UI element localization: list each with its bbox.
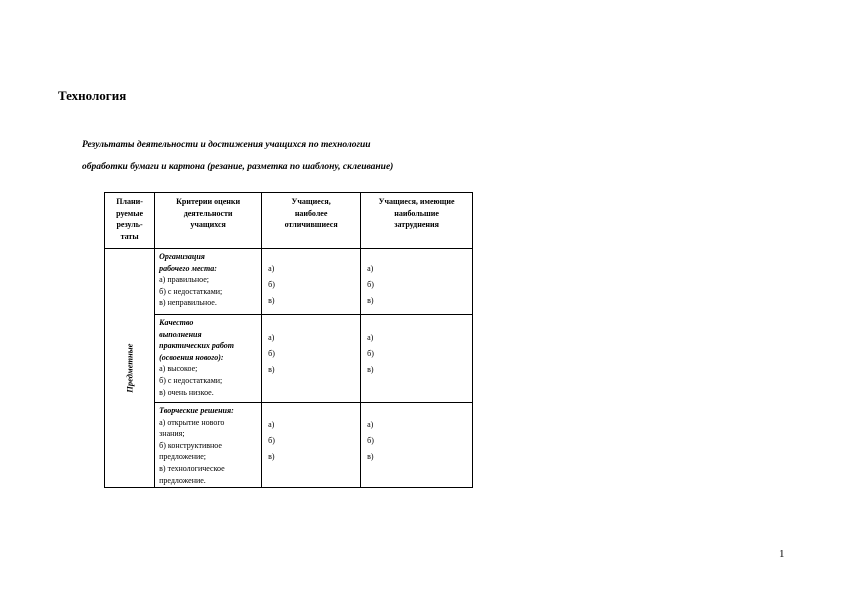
answers-struggling (361, 403, 473, 488)
answer-label: а) (367, 333, 374, 342)
criterion-title: Творческие решения: (159, 406, 234, 415)
answer-label: а) (268, 333, 275, 342)
table-row (105, 249, 473, 315)
answers-distinguished (262, 249, 361, 315)
criterion-title: рабочего места: (159, 263, 217, 273)
criterion-option: б) с недостатками; (159, 375, 223, 385)
header-text: деятельности (183, 208, 233, 218)
header-text: Критерии оценки (176, 197, 241, 206)
criterion-title: выполнения (159, 329, 202, 339)
criterion-title: Качество (159, 318, 194, 327)
criterion-quality (155, 315, 262, 403)
answer-label: в) (367, 365, 374, 374)
answer-label: б) (367, 280, 374, 289)
row-label-subject: Предметные (124, 343, 135, 393)
subtitle-line-1: Результаты деятельности и достижения учащихся по технологии (82, 140, 371, 150)
header-text: Учащиеся, (291, 197, 331, 206)
answer-label: б) (268, 436, 275, 445)
criterion-option: в) технологическое (159, 463, 225, 473)
answers-distinguished (262, 315, 361, 403)
page-title: Технология (58, 88, 127, 103)
answer-label: а) (367, 420, 374, 429)
answer-label: в) (268, 365, 275, 374)
answer-label: б) (268, 280, 275, 289)
answers-struggling (361, 249, 473, 315)
answer-label: в) (268, 296, 275, 305)
criterion-creative (155, 403, 262, 488)
row-label-cell (105, 249, 155, 488)
answer-label: а) (367, 264, 374, 273)
criterion-option: б) конструктивное (159, 440, 222, 450)
answer-label: б) (268, 349, 275, 358)
header-text: наиболее (294, 208, 328, 218)
header-text: резуль- (116, 220, 143, 230)
page-number: 1 (779, 548, 785, 560)
answer-label: б) (367, 436, 374, 445)
criterion-option: а) открытие нового (159, 417, 225, 427)
answer-label: в) (268, 452, 275, 461)
header-text: наибольшие (394, 208, 439, 218)
answers-distinguished (262, 403, 361, 488)
header-planned-results (105, 193, 155, 249)
header-text: Учащиеся, имеющие (378, 197, 455, 206)
header-text: затруднения (394, 220, 439, 230)
table-row (105, 315, 473, 403)
table-row (105, 403, 473, 488)
criterion-option: знания; (159, 429, 185, 439)
criterion-option: в) неправильное. (159, 298, 217, 308)
header-distinguished-students (262, 193, 361, 249)
answer-label: б) (367, 349, 374, 358)
answer-label: в) (367, 452, 374, 461)
criterion-option: в) очень низкое. (159, 387, 214, 397)
answer-label: в) (367, 296, 374, 305)
criterion-option: предложение; (159, 452, 207, 462)
header-criteria (155, 193, 262, 249)
results-table (104, 192, 473, 488)
table-header-row (105, 193, 473, 249)
header-text: отличившиеся (284, 220, 338, 230)
criterion-title: (освоения нового): (159, 352, 224, 362)
header-text: таты (120, 231, 139, 241)
criterion-option: предложение. (159, 475, 206, 485)
answer-label: а) (268, 264, 275, 273)
header-text: Плани- (116, 197, 143, 206)
criterion-option: б) с недостатками; (159, 286, 223, 296)
criterion-title: практических работ (159, 341, 235, 351)
header-text: руемые (116, 208, 144, 218)
header-struggling-students (361, 193, 473, 249)
answers-struggling (361, 315, 473, 403)
subtitle-line-2: обработки бумаги и картона (резание, разметка по шаблону, склеивание) (82, 162, 394, 172)
criterion-title: Организация (159, 252, 205, 261)
criterion-option: а) правильное; (159, 275, 210, 285)
criterion-workplace (155, 249, 262, 315)
header-text: учащихся (190, 220, 226, 230)
answer-label: а) (268, 420, 275, 429)
criterion-option: а) высокое; (159, 364, 198, 374)
